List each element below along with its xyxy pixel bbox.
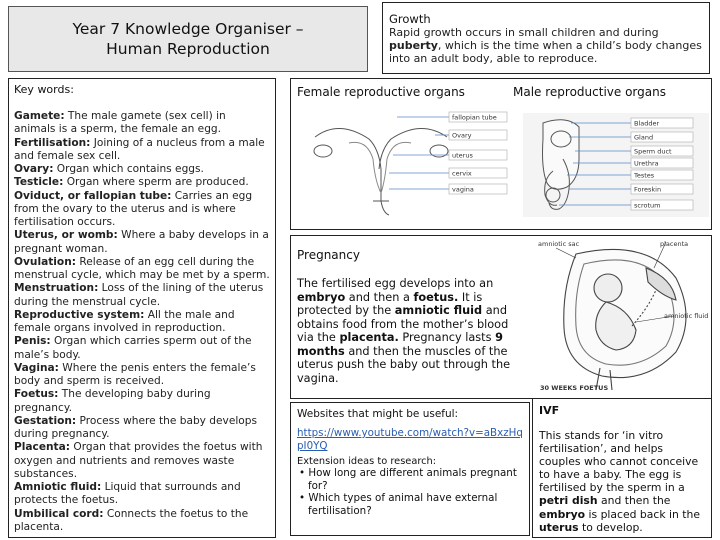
key-word-entry [14,362,270,389]
page-title: Year 7 Knowledge Organiser – Human Reproduction [72,20,304,58]
list-item: • How long are different animals pregnant for? [299,467,517,492]
key-word-entry [14,137,270,164]
key-word-term: Testicle: [14,176,64,189]
growth-text: Rapid growth occurs in small children and during puberty, which is the time when a child’s body changes into an adult body, able to reproduce. [389,26,702,65]
key-word-definition: Organ that provides the foetus with oxygen and nutrients and removes waste substances. [14,441,263,480]
label-testes: Testes [634,171,655,180]
label-bladder: Bladder [634,119,660,128]
key-word-term: Penis: [14,335,51,348]
label-cervix: cervix [452,169,472,178]
label-uterus: uterus [452,151,473,160]
key-word-definition: Organ which contains eggs. [53,163,204,175]
ivf-text: This stands for ‘in vitro fertilisation’, and helps couples who cannot conceive to have a baby. The egg is fertilised by the sperm in a petri dish and then the embryo is placed back in the uterus to develop. [539,429,701,534]
male-organs-heading: Male reproductive organs [513,85,666,99]
websites-section [290,402,530,536]
key-word-definition: Carries an egg from the ovary to the uterus and is where fertilisation occurs. [14,189,253,228]
key-word-term: Amniotic fluid: [14,481,102,493]
label-30-weeks-foetus: 30 WEEKS FOETUS [540,384,609,392]
pregnancy-heading: Pregnancy [297,248,360,262]
key-word-term: Gestation: [14,414,77,427]
female-organs-heading: Female reproductive organs [297,85,465,99]
key-word-definition: All the male and female organs involved in reproduction. [14,308,235,334]
female-reproductive-diagram [309,109,511,221]
label-placenta: placenta [660,240,689,248]
key-word-term: Menstruation: [14,282,99,295]
extension-list [297,467,523,517]
key-word-entry [14,190,270,230]
key-word-entry [14,309,270,336]
label-amniotic-sac: amniotic sac [538,240,580,248]
key-word-entry [14,481,270,508]
key-word-entry [14,335,270,362]
key-word-definition: Joining of a nucleus from a male and female sex cell. [14,136,265,162]
key-word-entry [14,163,270,176]
websites-heading: Websites that might be useful: [297,408,459,420]
key-word-term: Reproductive system: [14,308,145,321]
key-word-entry [14,282,270,309]
key-word-entry [14,256,270,283]
label-foreskin: Foreskin [634,185,662,194]
growth-heading: Growth [389,12,431,26]
key-word-definition: Connects the foetus to the placenta. [14,507,249,533]
key-word-definition: Release of an egg cell during the menstrual cycle, which may be met by a sperm. [14,255,270,281]
pregnancy-diagram [536,238,712,396]
key-words-list [14,110,270,534]
pregnancy-text: The fertilised egg develops into an embryo and then a foetus. It is protected by the amniotic fluid and obtains food from the mother’s blood via the placenta. Pregnancy lasts 9 months and then the muscles of the uterus push the baby out through the vagina. [297,277,511,385]
label-gland: Gland [634,133,654,142]
key-word-term: Ovary: [14,163,54,175]
label-vagina: vagina [452,185,474,194]
key-word-definition: The developing baby during pregnancy. [14,388,211,414]
key-word-entry [14,388,270,415]
key-word-definition: Where the penis enters the female’s body and sperm is received. [14,361,256,387]
key-word-entry [14,229,270,256]
ivf-section [532,398,712,538]
key-word-entry [14,441,270,481]
key-word-definition: Organ which carries sperm out of the male’s body. [14,335,252,361]
label-sperm-duct: Sperm duct [634,147,672,156]
key-word-definition: Liquid that surrounds and protects the foetus. [14,481,241,507]
label-fallopian-tube: fallopian tube [452,113,497,122]
key-words-heading: Key words: [14,83,74,96]
reproductive-organs-section [290,78,712,230]
key-word-entry [14,508,270,535]
key-word-definition: The male gamete (sex cell) in animals is a sperm, the female an egg. [14,110,226,136]
key-word-term: Fertilisation: [14,136,91,149]
key-word-definition: Process where the baby develops during pregnancy. [14,414,258,440]
key-word-definition: Where a baby develops in a pregnant woman. [14,229,269,255]
key-word-definition: Organ where sperm are produced. [63,176,249,189]
key-word-entry [14,415,270,442]
label-amniotic-fluid: amniotic fluid [664,312,709,320]
pregnancy-section [290,235,712,399]
key-word-definition: Loss of the lining of the uterus during the menstrual cycle. [14,282,264,308]
key-word-entry [14,110,270,137]
key-word-term: Uterus, or womb: [14,229,118,242]
key-word-entry [14,176,270,189]
key-word-term: Foetus: [14,388,59,401]
key-word-term: Oviduct, or fallopian tube: [14,189,172,202]
key-word-term: Ovulation: [14,255,76,268]
extension-heading: Extension ideas to research: [297,456,437,467]
key-words-section [8,78,276,538]
label-ovary: Ovary [452,131,472,140]
male-reproductive-diagram [523,109,709,219]
ivf-heading: IVF [539,404,560,417]
title-box [8,6,368,72]
growth-keyword: puberty [389,39,438,52]
key-word-term: Umbilical cord: [14,507,104,520]
label-scrotum: scrotum [634,201,661,210]
growth-section [382,2,710,74]
key-word-term: Vagina: [14,361,59,374]
youtube-link[interactable]: https://www.youtube.com/watch?v=aBxzHq pI0YQ [297,427,523,452]
list-item: • Which types of animal have external fertilisation? [299,492,498,517]
key-word-term: Placenta: [14,441,70,454]
label-urethra: Urethra [634,159,659,168]
key-word-term: Gamete: [14,110,65,122]
